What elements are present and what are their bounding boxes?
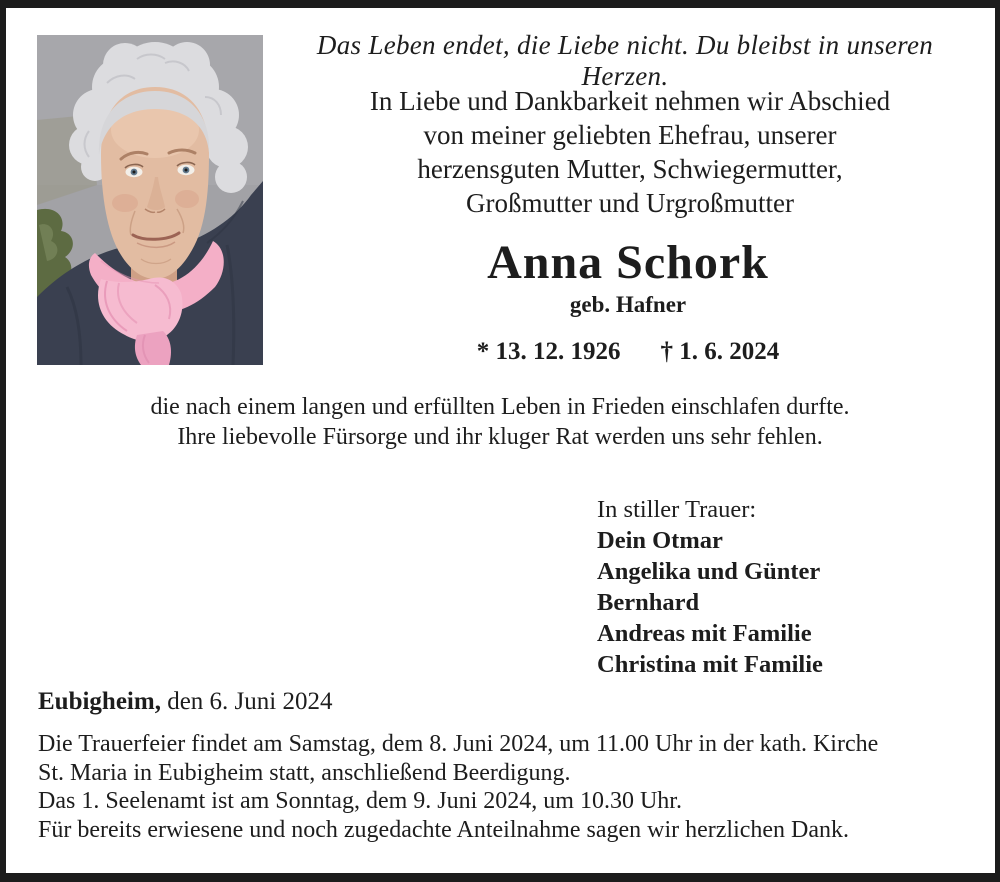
death-date: † 1. 6. 2024 xyxy=(660,338,780,365)
life-dates xyxy=(280,338,976,366)
place-name: Eubigheim, xyxy=(38,688,161,715)
deceased-name: Anna Schork xyxy=(487,236,769,289)
mourner-names xyxy=(597,525,823,680)
portrait-illustration xyxy=(37,35,263,365)
birth-date: * 13. 12. 1926 xyxy=(476,338,621,365)
intro-paragraph xyxy=(330,84,930,220)
portrait-photo xyxy=(37,35,263,365)
mourning-heading: In stiller Trauer: xyxy=(597,496,757,523)
mourner-name: Dein Otmar xyxy=(597,527,723,554)
service-line: Das 1. Seelenamt ist am Sonntag, dem 9. Juni 2024, um 10.30 Uhr. xyxy=(38,788,682,815)
intro-line: In Liebe und Dankbarkeit nehmen wir Abschied xyxy=(369,86,891,116)
notice-date: den 6. Juni 2024 xyxy=(167,688,333,715)
mourners-block xyxy=(597,494,823,680)
eulogy-paragraph xyxy=(0,392,1000,452)
service-line: Für bereits erwiesene und noch zugedachte Anteilnahme sagen wir herzlichen Dank. xyxy=(38,817,850,844)
intro-line: herzensguten Mutter, Schwiegermutter, xyxy=(417,154,843,184)
service-line: Die Trauerfeier findet am Samstag, dem 8. Juni 2024, um 11.00 Uhr in der kath. Kirche xyxy=(38,731,879,757)
eulogy-line: Ihre liebevolle Fürsorge und ihr kluger Rat werden uns sehr fehlen. xyxy=(177,424,823,450)
motto-line: Das Leben endet, die Liebe nicht. Du bleibst in unseren Herzen. xyxy=(316,30,934,91)
maiden-name: geb. Hafner xyxy=(569,292,687,317)
eulogy-line: die nach einem langen und erfüllten Leben in Frieden einschlafen durfte. xyxy=(150,394,850,420)
deceased-block xyxy=(280,237,976,366)
mourner-name: Angelika und Günter xyxy=(597,558,821,585)
mourner-name: Christina mit Familie xyxy=(597,651,823,678)
place-date-line xyxy=(38,688,332,716)
mourner-name: Andreas mit Familie xyxy=(597,620,812,647)
service-info xyxy=(38,730,973,845)
intro-line: von meiner geliebten Ehefrau, unserer xyxy=(423,120,837,150)
mourner-name: Bernhard xyxy=(597,589,700,616)
intro-line: Großmutter und Urgroßmutter xyxy=(466,188,794,218)
service-line: St. Maria in Eubigheim statt, anschließend Beerdigung. xyxy=(38,759,571,786)
